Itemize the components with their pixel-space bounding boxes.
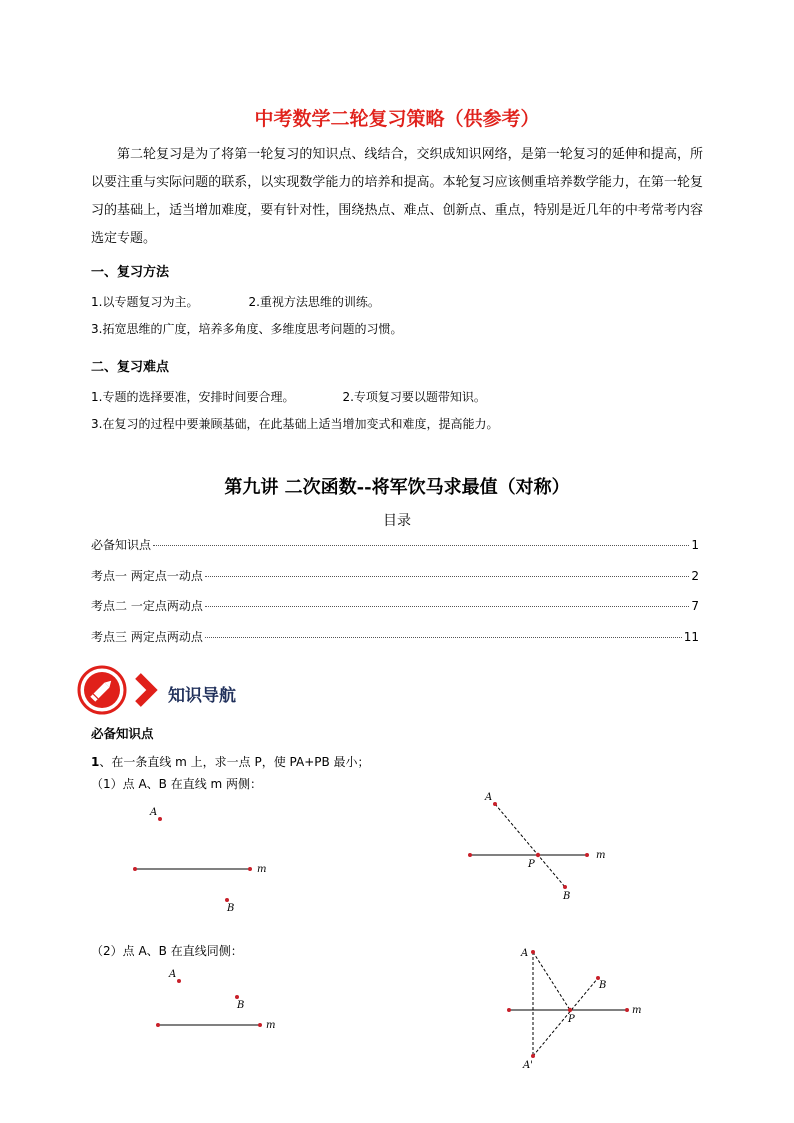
toc-entry-page: 7	[691, 599, 699, 613]
toc-entry-page: 11	[683, 630, 699, 644]
method-item-1: 1.以专题复习为主。	[91, 295, 199, 309]
figure-case2-solution	[495, 938, 660, 1073]
point-A	[493, 802, 497, 806]
segment-AP	[533, 952, 570, 1010]
toc-entry-label: 考点二 一定点两动点	[91, 599, 203, 613]
label-A: A	[169, 969, 177, 980]
point-dot	[507, 1008, 511, 1012]
nav-badge	[76, 664, 166, 716]
label-A-prime: A'	[523, 1060, 533, 1071]
difficulty-item-3: 3.在复习的过程中要兼顾基础，在此基础上适当增加变式和难度，提高能力。	[91, 417, 499, 431]
label-A: A	[521, 948, 529, 959]
difficulty-item-2: 2.专项复习要以题带知识。	[342, 390, 486, 404]
case-1-label: （1）点 A、B 在直线 m 两侧：	[91, 777, 263, 791]
difficulty-item-1: 1.专题的选择要准，安排时间要合理。	[91, 390, 295, 404]
toc-entry-page: 1	[691, 538, 699, 552]
toc-entry-label: 考点三 两定点两动点	[91, 630, 203, 644]
point-dot	[625, 1008, 629, 1012]
point-P	[536, 853, 540, 857]
label-A: A	[150, 807, 158, 818]
lecture-title: 第九讲 二次函数--将军饮马求最值（对称）	[224, 477, 570, 498]
nav-title: 知识导航	[168, 686, 236, 706]
content-subheading: 必备知识点	[91, 726, 154, 741]
figure-case2-setup	[145, 962, 295, 1042]
segment-A-prime-B	[533, 978, 598, 1056]
label-m: m	[266, 1020, 276, 1031]
toc-entry[interactable]	[91, 628, 699, 645]
point-dot	[258, 1023, 262, 1027]
point-A-prime	[531, 1054, 535, 1058]
label-B: B	[563, 891, 571, 902]
method-item-3: 3.拓宽思维的广度，培养多角度、多维度思考问题的习惯。	[91, 322, 403, 336]
toc-leader	[205, 637, 682, 638]
label-P: P	[528, 859, 535, 870]
point-dot	[156, 1023, 160, 1027]
toc-entry[interactable]	[91, 597, 699, 614]
methods-line-1	[91, 293, 380, 310]
label-B: B	[237, 1000, 245, 1011]
point-B	[225, 898, 229, 902]
toc-entry-label: 考点一 两定点一动点	[91, 569, 203, 583]
chevron-right-icon	[138, 676, 152, 704]
page-title: 中考数学二轮复习策略（供参考）	[254, 108, 540, 130]
toc-entry[interactable]	[91, 567, 699, 584]
point-A	[177, 979, 181, 983]
segment-AB	[495, 804, 565, 887]
toc-title: 目录	[383, 513, 411, 529]
point-dot	[248, 867, 252, 871]
label-m: m	[632, 1005, 642, 1016]
method-item-2: 2.重视方法思维的训练。	[248, 295, 380, 309]
toc-leader	[205, 606, 690, 607]
toc-leader	[205, 576, 690, 577]
intro-paragraph: 第二轮复习是为了将第一轮复习的知识点、线结合，交织成知识网络，是第一轮复习的延伸和提高，所以要注重与实际问题的联系，以实现数学能力的培养和提高。本轮复习应该侧重培养数学能力，在第一轮复习的基础上，适当增加难度，要有针对性，围绕热点、难点、创新点、重点，特别是近几年的中考常考内容选定专题。	[91, 147, 703, 246]
point-B	[563, 885, 567, 889]
toc-entry[interactable]	[91, 536, 699, 553]
point-dot	[585, 853, 589, 857]
section-heading-difficulties: 二、复习难点	[91, 360, 170, 375]
label-B: B	[227, 903, 235, 914]
point-dot	[133, 867, 137, 871]
toc-entry-label: 必备知识点	[91, 538, 152, 552]
label-A: A	[485, 792, 493, 803]
label-B: B	[599, 980, 607, 991]
label-m: m	[257, 864, 267, 875]
difficulties-line-1	[91, 388, 486, 405]
point-A	[158, 817, 162, 821]
toc-leader	[153, 545, 689, 546]
label-P: P	[568, 1014, 575, 1025]
question-1	[91, 753, 370, 770]
figure-case1-solution	[455, 782, 625, 907]
label-m: m	[596, 850, 606, 861]
case-2-label: （2）点 A、B 在直线同侧：	[91, 944, 243, 958]
question-number: 1	[91, 755, 100, 769]
toc-entry-page: 2	[691, 569, 699, 583]
figure-case1-setup	[120, 798, 280, 918]
point-B	[235, 995, 239, 999]
point-P	[568, 1008, 572, 1012]
point-dot	[468, 853, 472, 857]
pencil-icon	[79, 667, 125, 713]
section-heading-methods: 一、复习方法	[91, 265, 170, 280]
question-text: 、在一条直线 m 上，求一点 P，使 PA+PB 最小；	[99, 755, 370, 769]
point-A	[531, 950, 535, 954]
